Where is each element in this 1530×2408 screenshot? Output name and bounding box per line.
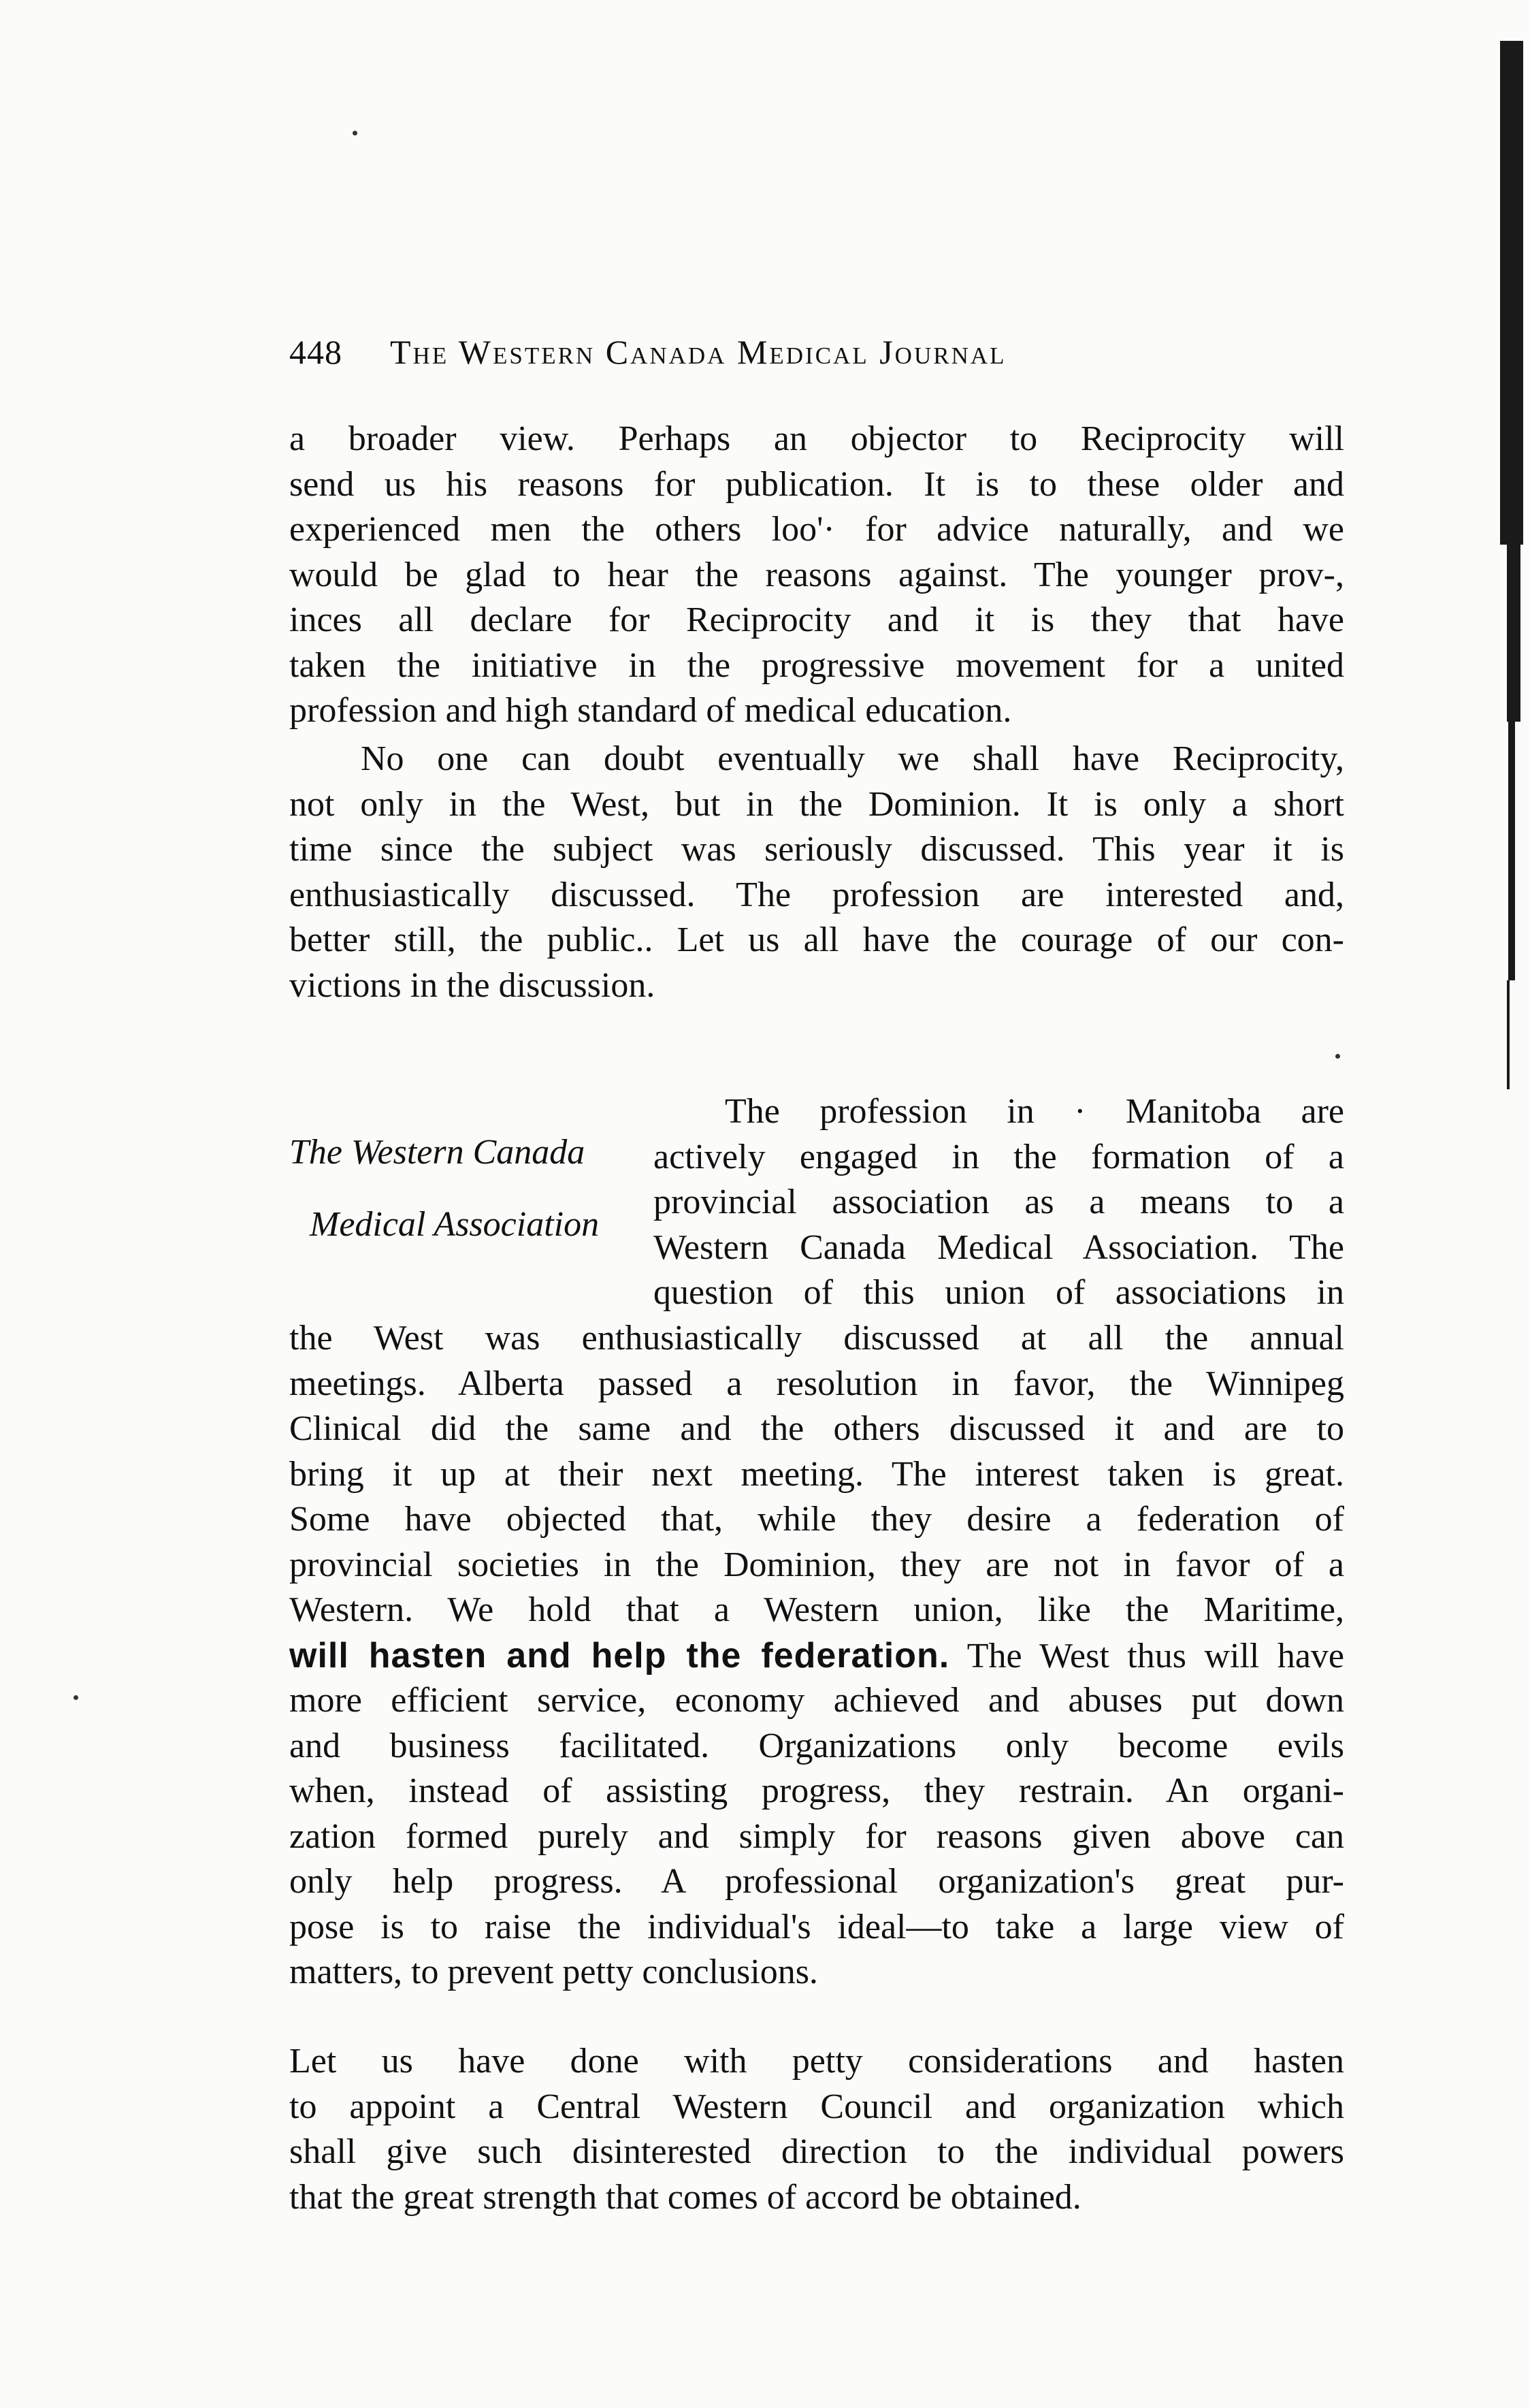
page-number: 448 — [289, 333, 342, 371]
paragraph-association-wrapped — [653, 1089, 1344, 1316]
marginal-sidenote — [289, 1130, 657, 1247]
paragraph-central-council — [289, 2039, 1344, 2220]
text-line: when, instead of assisting progress, they restrain. An organi- — [289, 1771, 1344, 1810]
text-line: pose is to raise the individual's ideal—to take a large view of — [289, 1907, 1344, 1946]
text-line: better still, the public.. Let us all have the courage of our con- — [289, 920, 1344, 959]
text-line: taken the initiative in the progressive movement for a united — [289, 645, 1344, 685]
paragraph-reciprocity-views — [289, 417, 1344, 734]
text-line: enthusiastically discussed. The profession are interested and, — [289, 875, 1344, 914]
scan-edge-shadow — [1507, 980, 1510, 1089]
text-line: and business facilitated. Organizations only become evils — [289, 1726, 1344, 1765]
text-line: shall give such disinterested direction to the individual powers — [289, 2132, 1344, 2171]
text-line-mixed — [289, 1633, 1344, 1679]
text-line: provincial societies in the Dominion, they are not in favor of a — [289, 1545, 1344, 1584]
text-line: provincial association as a means to a — [653, 1183, 1344, 1221]
bold-phrase: will hasten and help the federation. — [289, 1635, 950, 1675]
text-line: Some have objected that, while they desire a federation of — [289, 1500, 1344, 1539]
text-line: Western Canada Medical Association. The — [653, 1227, 1344, 1267]
paragraph-association-body — [289, 1316, 1344, 1995]
text-line: not only in the West, but in the Dominion. It is only a short — [289, 784, 1344, 824]
text-line: question of this union of associations in — [653, 1273, 1344, 1312]
text-line: profession and high standard of medical education. — [289, 691, 1012, 730]
journal-title: The Western Canada Medical Journal — [390, 333, 1007, 371]
text-fragment: The West thus will have — [949, 1636, 1344, 1675]
text-line: time since the subject was seriously discussed. This year it is — [289, 830, 1344, 869]
scan-edge-shadow — [1508, 722, 1515, 980]
text-line: only help progress. A professional organization's great pur- — [289, 1862, 1344, 1901]
scan-speck — [353, 131, 357, 135]
text-line: zation formed purely and simply for reasons given above can — [289, 1816, 1344, 1856]
text-line: the West was enthusiastically discussed at all the annual — [289, 1319, 1344, 1358]
text-line: actively engaged in the formation of a — [653, 1137, 1344, 1176]
text-line: send us his reasons for publication. It is to these older and — [289, 464, 1344, 504]
sidenote-line: The Western Canada — [289, 1133, 585, 1172]
text-line: No one can doubt eventually we shall have Reciprocity, — [361, 739, 1344, 778]
sidenote-line: Medical Association — [310, 1205, 600, 1244]
text-line: would be glad to hear the reasons against. The younger prov-, — [289, 555, 1344, 594]
running-header — [289, 332, 1007, 372]
text-line: Western. We hold that a Western union, like the Maritime, — [289, 1590, 1344, 1629]
text-line: a broader view. Perhaps an objector to Reciprocity will — [289, 419, 1344, 458]
text-line: bring it up at their next meeting. The interest taken is great. — [289, 1454, 1344, 1494]
text-line: experienced men the others loo'· for advice naturally, and we — [289, 510, 1344, 549]
text-line: inces all declare for Reciprocity and it is they that have — [289, 600, 1344, 639]
scan-edge-shadow — [1500, 41, 1523, 545]
text-line: victions in the discussion. — [289, 965, 655, 1005]
text-line: Let us have done with petty considerations and hasten — [289, 2042, 1344, 2081]
text-line: more efficient service, economy achieved and abuses put down — [289, 1681, 1344, 1720]
scan-speck — [1335, 1054, 1340, 1059]
text-line: to appoint a Central Western Council and organization which — [289, 2087, 1344, 2126]
text-line: matters, to prevent petty conclusions. — [289, 1953, 818, 1991]
scan-speck — [74, 1695, 78, 1700]
paragraph-reciprocity-future — [289, 737, 1344, 1008]
text-line: that the great strength that comes of accord be obtained. — [289, 2177, 1081, 2217]
text-line: Clinical did the same and the others discussed it and are to — [289, 1409, 1344, 1448]
scan-edge-shadow — [1507, 545, 1520, 722]
text-line: meetings. Alberta passed a resolution in favor, the Winnipeg — [289, 1364, 1344, 1403]
text-line: The profession in · Manitoba are — [725, 1092, 1344, 1131]
